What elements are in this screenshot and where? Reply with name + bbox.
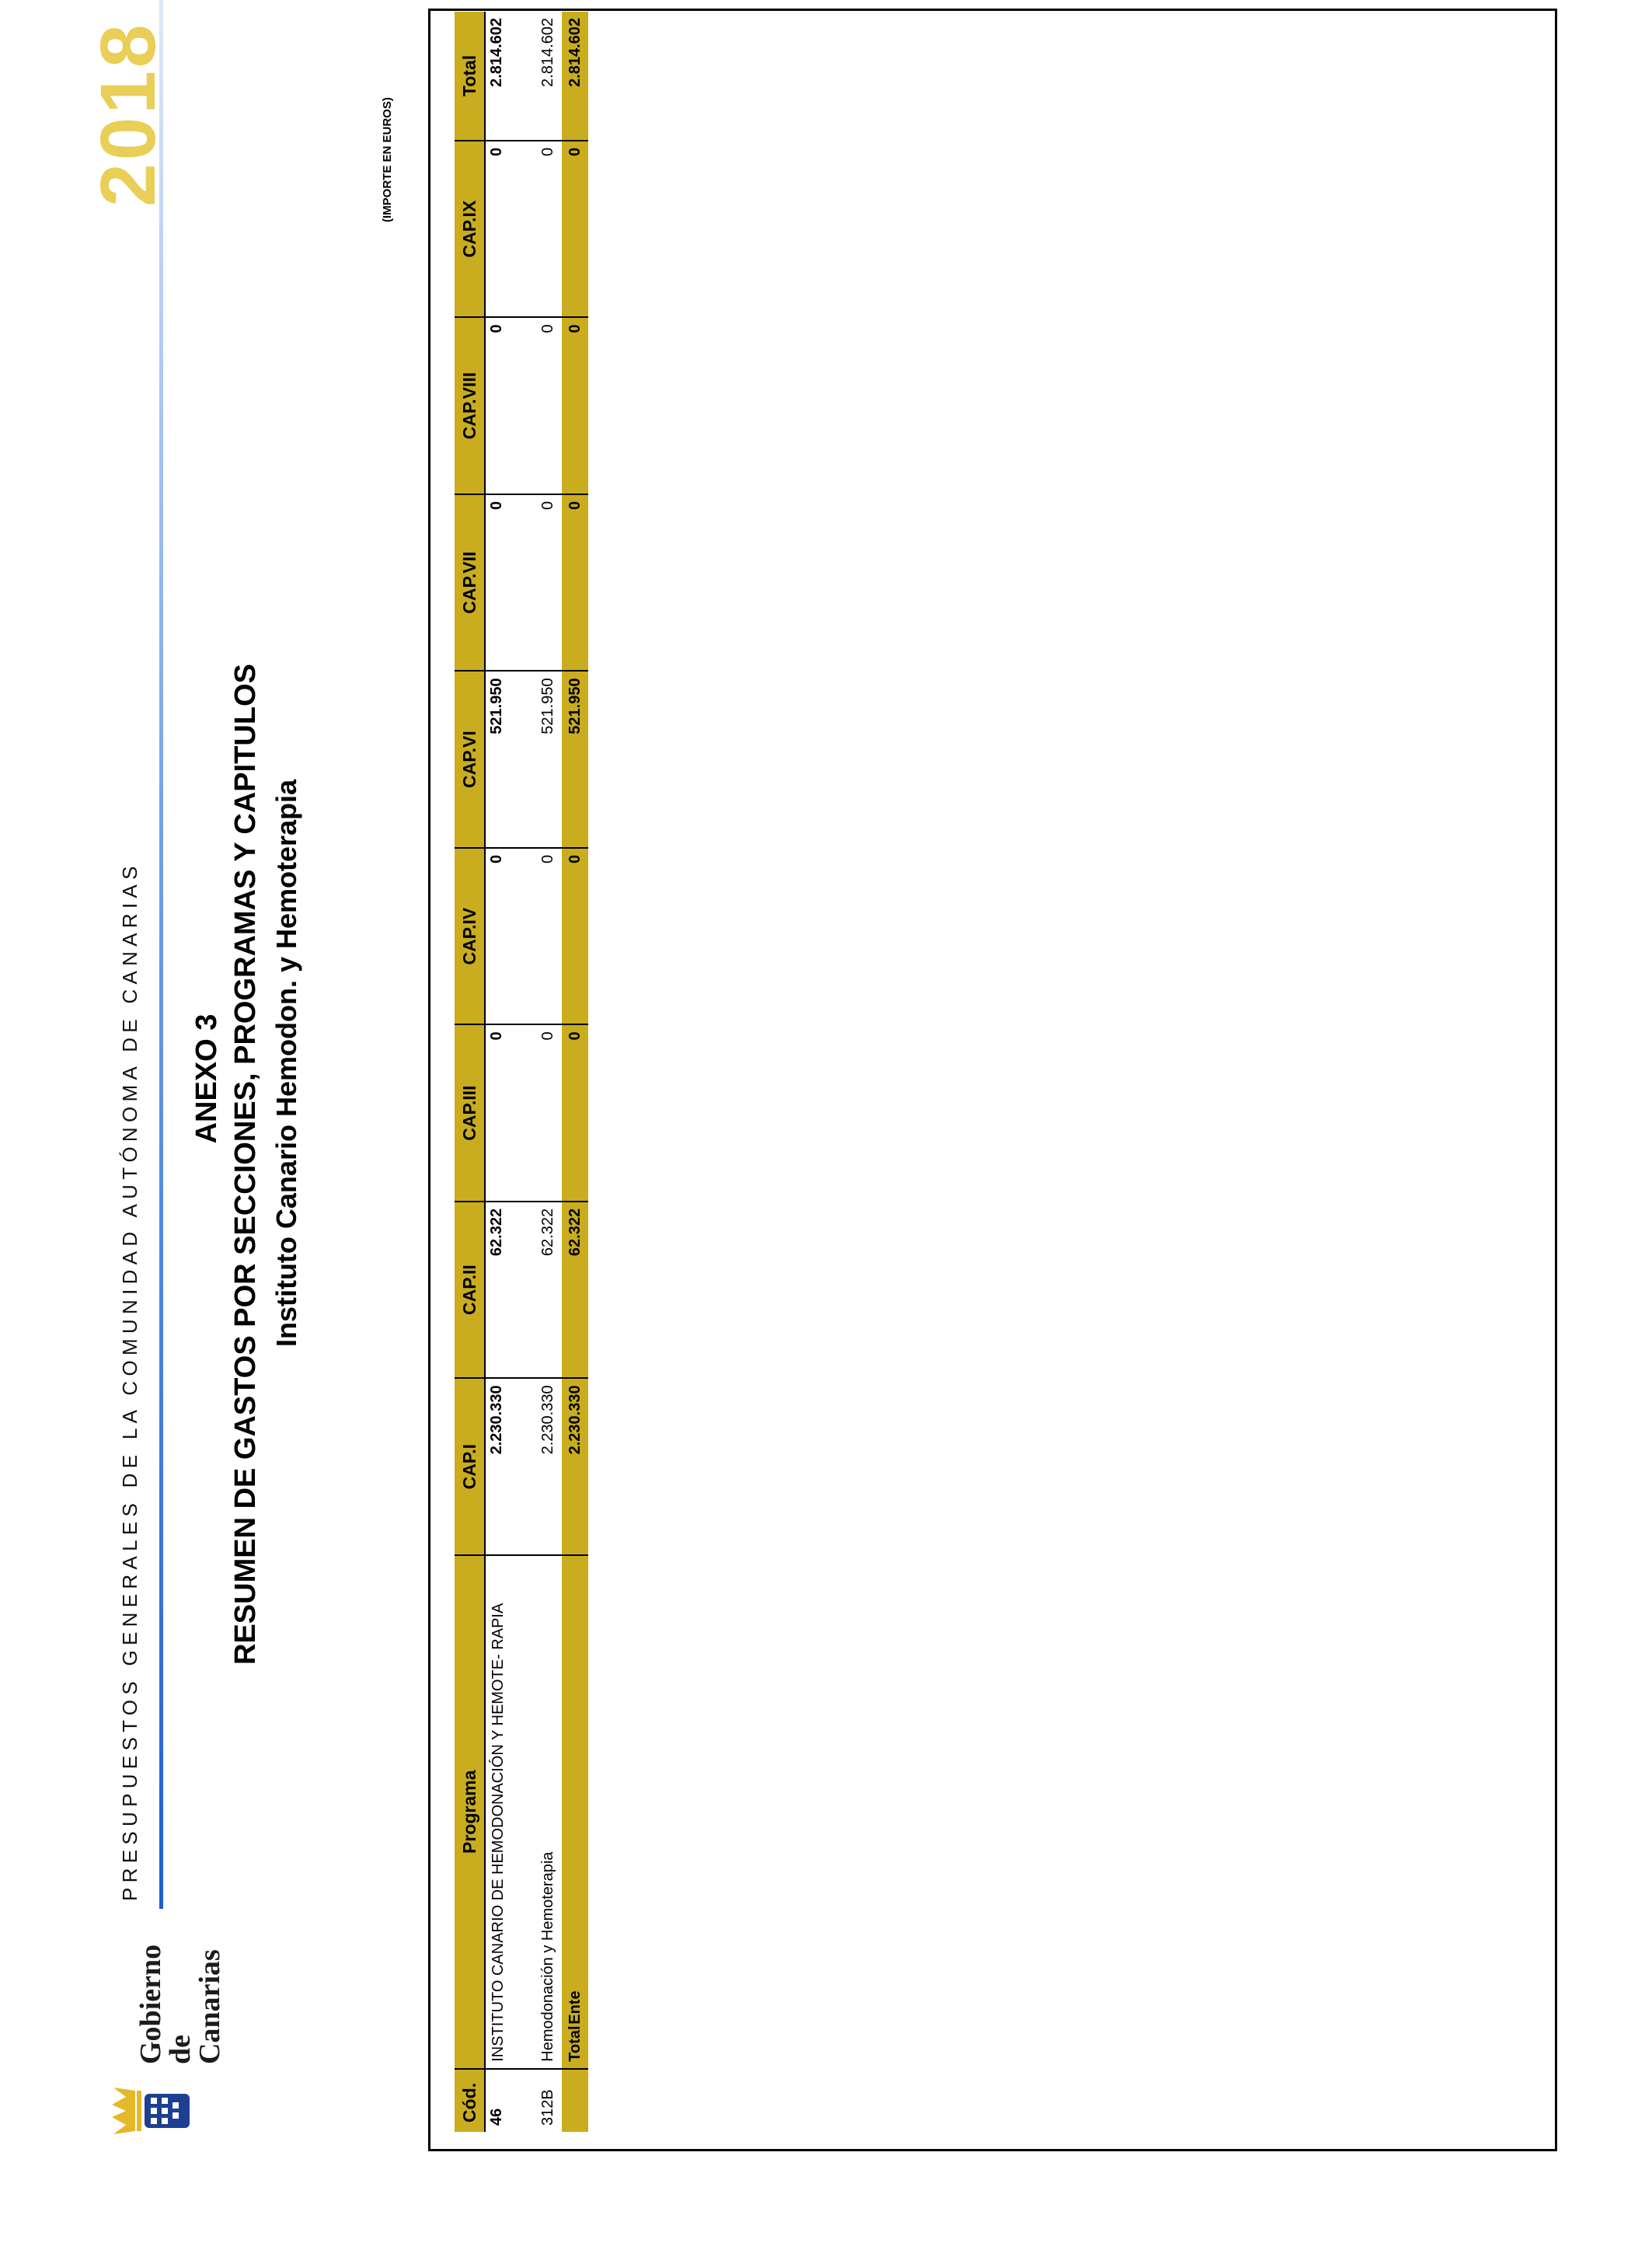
- logo-line-2: de Canarias: [164, 1949, 226, 2064]
- table-frame: [428, 9, 1557, 2151]
- cell-cap8: 0: [562, 317, 588, 494]
- cell-total: 2.814.602: [485, 12, 534, 141]
- col-header-cap7: CAP.VII: [455, 494, 485, 672]
- col-header-cap2: CAP.II: [455, 1202, 485, 1379]
- currency-note: (IMPORTE EN EUROS): [381, 97, 394, 222]
- cell-code: 312B: [538, 2089, 556, 2126]
- cell-program: Hemodonación y Hemoterapia: [534, 1555, 562, 2069]
- cell-cap4: 0: [534, 848, 562, 1025]
- cell-cap6: 521.950: [534, 671, 562, 848]
- col-header-code: Cód.: [455, 2069, 485, 2132]
- col-header-cap1: CAP.I: [455, 1378, 485, 1555]
- cell-cap9: 0: [534, 141, 562, 318]
- total-label-1: Total: [566, 2025, 584, 2062]
- col-header-cap4: CAP.IV: [455, 848, 485, 1025]
- document-subtitle: Instituto Canario Hemodon. y Hemoterapia: [270, 779, 302, 1348]
- logo: [85, 1944, 226, 2148]
- cell-cap2: 62.322: [562, 1202, 588, 1379]
- cell-cap7: 0: [485, 494, 534, 672]
- cell-total: 2.814.602: [534, 12, 562, 141]
- year: 2018: [85, 21, 172, 207]
- document-title: RESUMEN DE GASTOS POR SECCIONES, PROGRAMAS Y CAPITULOS: [229, 664, 262, 1665]
- header-title: PRESUPUESTOS GENERALES DE LA COMUNIDAD AUTÓNOMA DE CANARIAS: [118, 861, 141, 1901]
- col-header-cap8: CAP.VIII: [455, 317, 485, 494]
- cell-cap9: 0: [562, 141, 588, 318]
- annex-title: ANEXO 3: [190, 1013, 223, 1144]
- col-header-cap9: CAP.IX: [455, 141, 485, 318]
- cell-total: 2.814.602: [562, 12, 588, 141]
- col-header-total: Total: [455, 12, 485, 141]
- total-label-2: Ente: [566, 1990, 584, 2025]
- cell-cap8: 0: [534, 317, 562, 494]
- total-row: [562, 12, 588, 2132]
- cell-cap2: 62.322: [485, 1202, 534, 1379]
- cell-code: 46: [488, 2108, 505, 2126]
- col-header-cap3: CAP.III: [455, 1024, 485, 1202]
- cell-cap9: 0: [485, 141, 534, 318]
- cell-cap3: 0: [485, 1024, 534, 1202]
- cell-cap6: 521.950: [485, 671, 534, 848]
- cell-cap1: 2.230.330: [562, 1378, 588, 1555]
- cell-cap7: 0: [534, 494, 562, 672]
- cell-cap2: 62.322: [534, 1202, 562, 1379]
- cell-cap1: 2.230.330: [485, 1378, 534, 1555]
- cell-code: [562, 2069, 588, 2132]
- table-row: [485, 12, 534, 2132]
- col-header-program: Programa: [455, 1555, 485, 2069]
- cell-cap6: 521.950: [562, 671, 588, 848]
- cell-cap1: 2.230.330: [534, 1378, 562, 1555]
- cell-cap4: 0: [485, 848, 534, 1025]
- cell-cap7: 0: [562, 494, 588, 672]
- col-header-cap6: CAP.VI: [455, 671, 485, 848]
- cell-total-label: [562, 1555, 588, 2069]
- header-rule: [159, 0, 163, 1909]
- cell-cap4: 0: [562, 848, 588, 1025]
- cell-program: INSTITUTO CANARIO DE HEMODONACIÓN Y HEMOTE- RAPIA: [485, 1555, 534, 2069]
- cell-cap3: 0: [562, 1024, 588, 1202]
- table-row: [534, 12, 562, 2132]
- cell-cap3: 0: [534, 1024, 562, 1202]
- logo-line-1: Gobierno: [134, 1944, 167, 2064]
- cell-cap8: 0: [485, 317, 534, 494]
- budget-table: [455, 12, 588, 2132]
- canarias-crest-icon: [109, 2074, 194, 2148]
- table-header-row: [455, 12, 485, 2132]
